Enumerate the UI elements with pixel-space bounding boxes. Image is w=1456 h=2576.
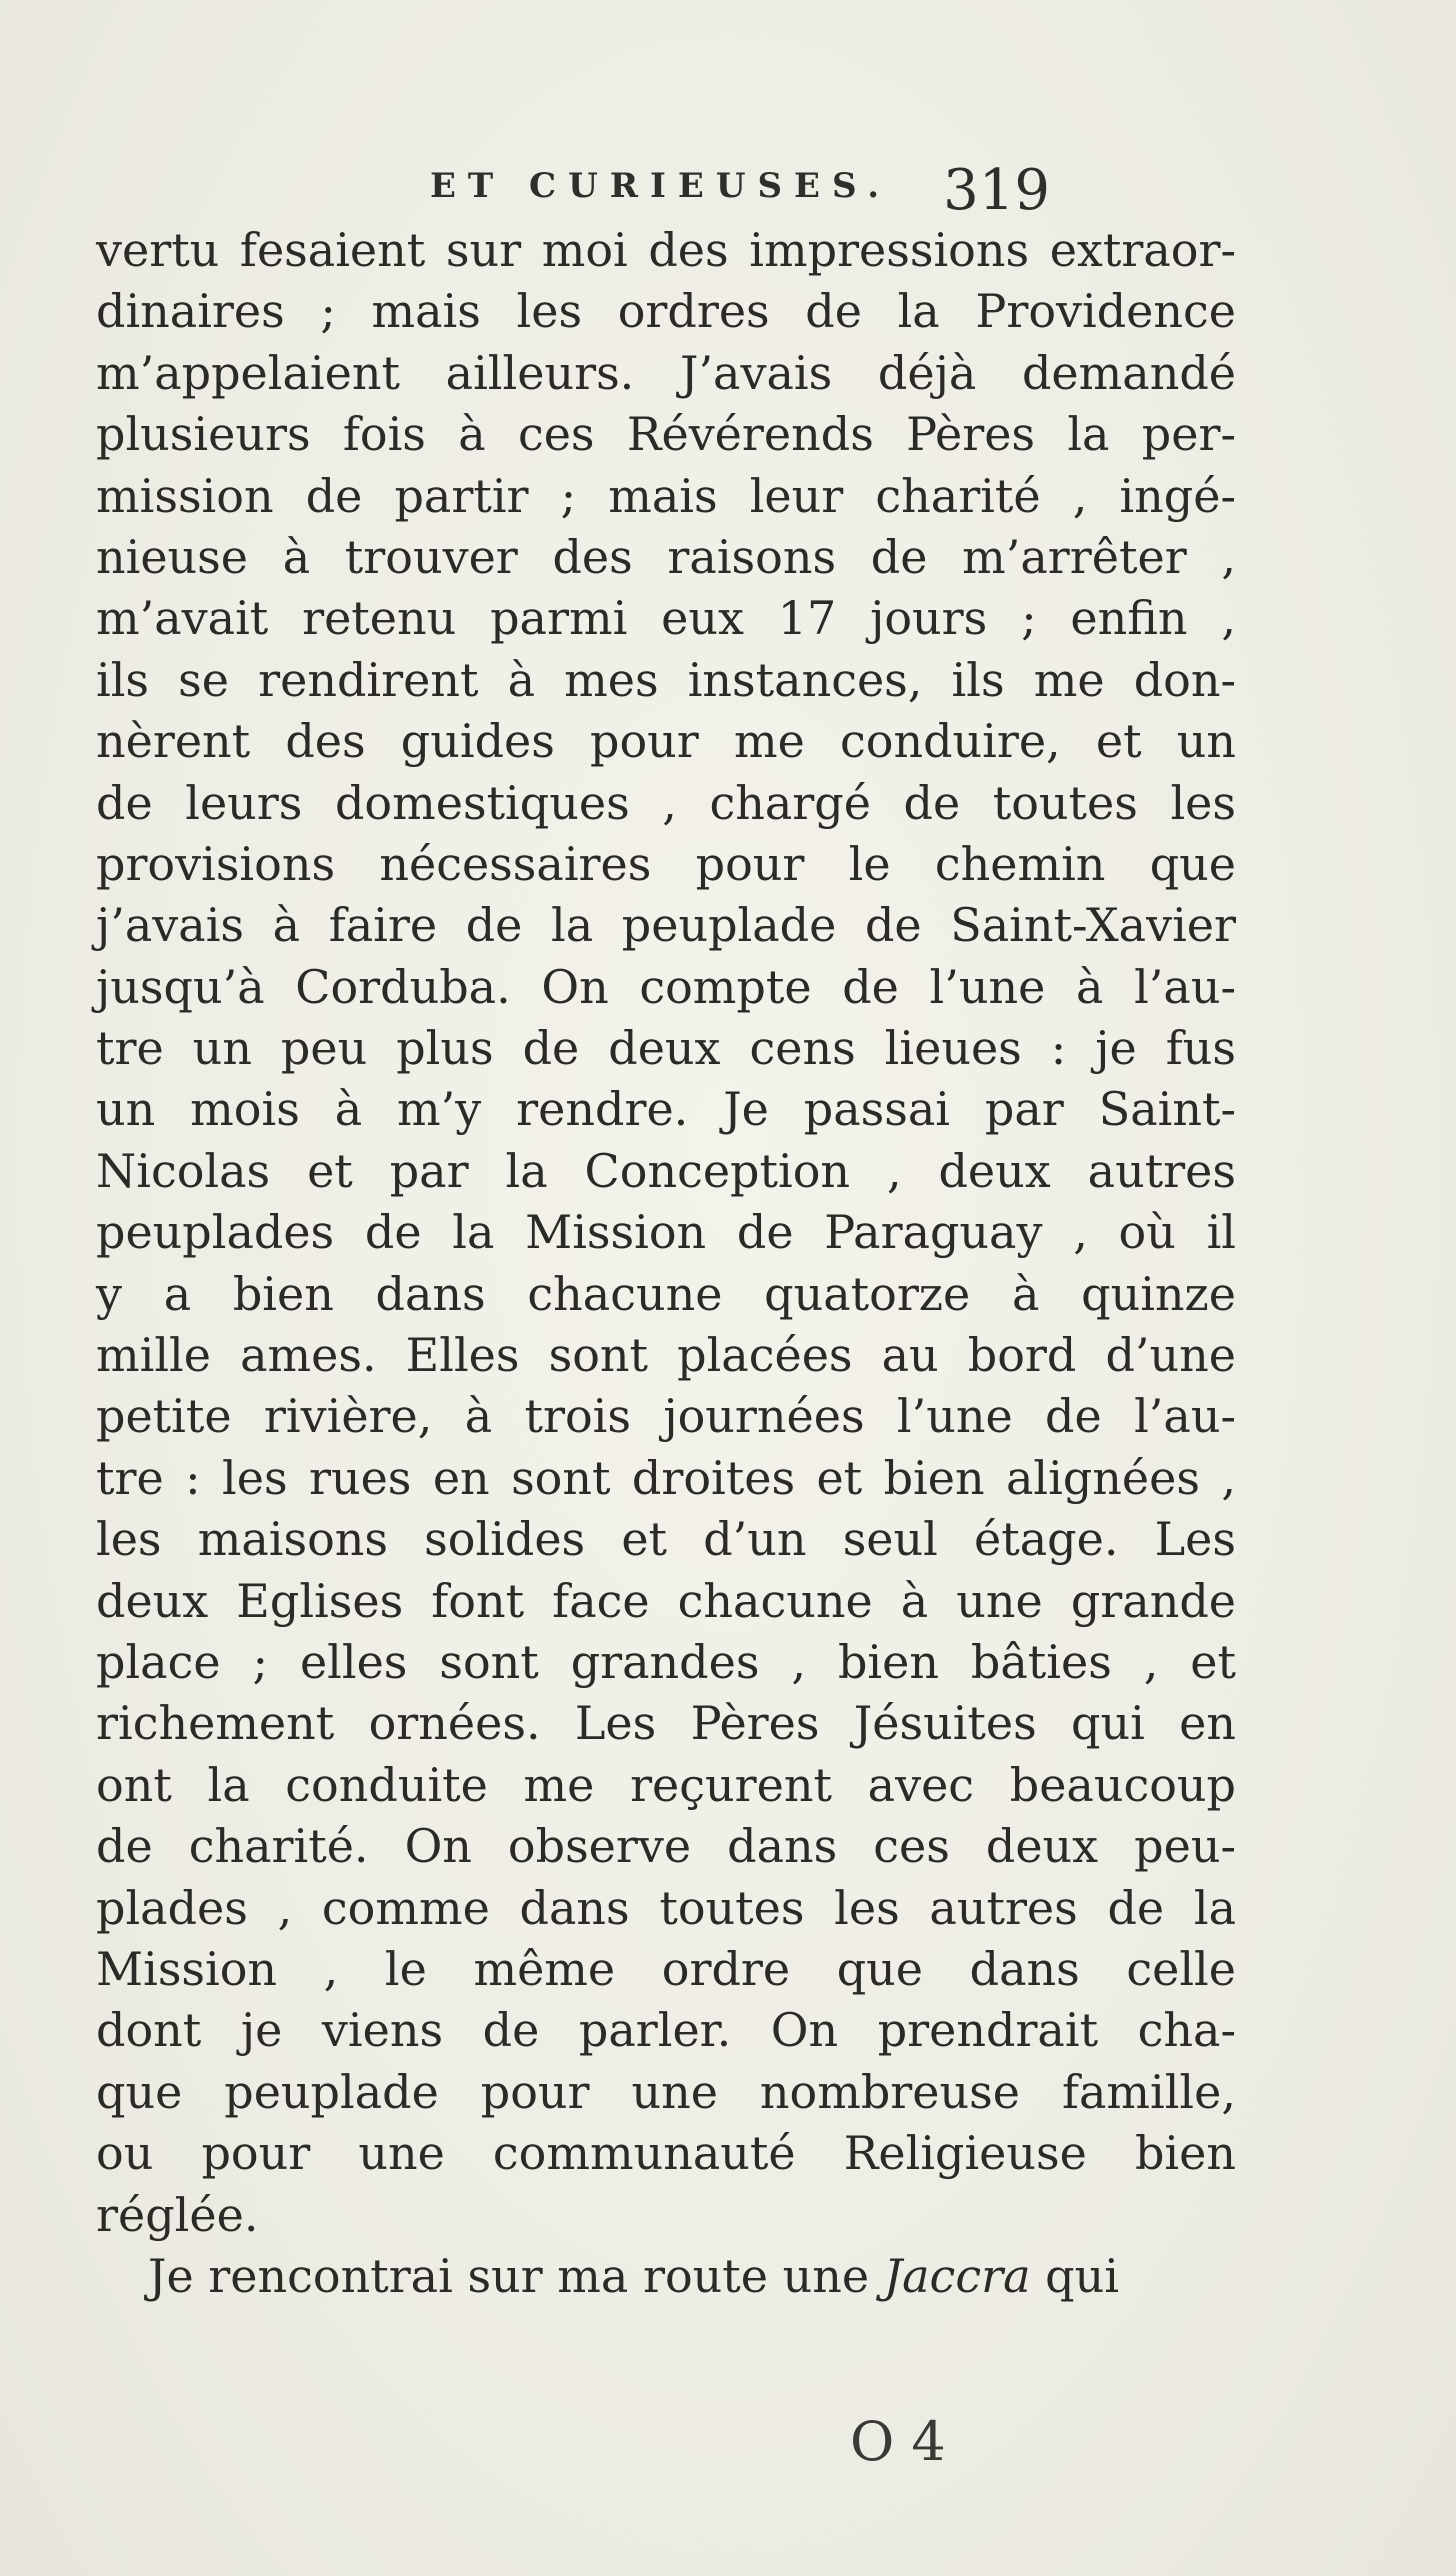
text-line: m’avait retenu parmi eux 17 jours ; enfin , xyxy=(96,591,1236,646)
text-line: que peuplade pour une nombreuse famille, xyxy=(96,2064,1236,2119)
page-number: 319 xyxy=(943,158,1050,223)
running-head xyxy=(430,158,1050,228)
line-text: qui xyxy=(1030,2248,1119,2303)
text-line: petite rivière, à trois journées l’une de l’au- xyxy=(96,1389,1236,1444)
text-line: mission de partir ; mais leur charité , ingé- xyxy=(96,468,1236,523)
text-line: tre un peu plus de deux cens lieues : je fus xyxy=(96,1021,1236,1076)
text-line: y a bien dans chacune quatorze à quinze xyxy=(96,1266,1236,1321)
new-paragraph-line xyxy=(96,2246,1236,2307)
text-line: plusieurs fois à ces Révérends Pères la per- xyxy=(96,407,1236,462)
text-line: dont je viens de parler. On prendrait cha- xyxy=(96,2003,1236,2058)
text-line: peuplades de la Mission de Paraguay , où il xyxy=(96,1205,1236,1260)
text-line: nieuse à trouver des raisons de m’arrêter , xyxy=(96,529,1236,584)
text-line: nèrent des guides pour me conduire, et un xyxy=(96,714,1236,769)
italic-word: Jaccra xyxy=(883,2248,1031,2303)
text-line: m’appelaient ailleurs. J’avais déjà demandé xyxy=(96,345,1236,400)
text-line: un mois à m’y rendre. Je passai par Saint- xyxy=(96,1082,1236,1137)
text-line: provisions nécessaires pour le chemin que xyxy=(96,836,1236,891)
text-line: les maisons solides et d’un seul étage. Les xyxy=(96,1512,1236,1567)
text-line: vertu fesaient sur moi des impressions extraor- xyxy=(96,223,1236,277)
text-line: plades , comme dans toutes les autres de la xyxy=(96,1880,1236,1935)
body-text xyxy=(96,220,1236,2307)
text-line: de leurs domestiques , chargé de toutes les xyxy=(96,775,1236,830)
text-line: Mission , le même ordre que dans celle xyxy=(96,1941,1236,1996)
text-line: tre : les rues en sont droites et bien alignées , xyxy=(96,1450,1236,1505)
text-line: de charité. On observe dans ces deux peu- xyxy=(96,1819,1236,1874)
signature-mark: O 4 xyxy=(850,2410,946,2473)
running-title: ET CURIEUSES. xyxy=(430,166,892,206)
text-line: place ; elles sont grandes , bien bâties , et xyxy=(96,1634,1236,1689)
text-line: ou pour une communauté Religieuse bien xyxy=(96,2126,1236,2181)
line-text: Je rencontrai sur ma route une xyxy=(148,2248,884,2303)
text-line: Nicolas et par la Conception , deux autres xyxy=(96,1143,1236,1198)
paragraph-end-line: réglée. xyxy=(96,2187,259,2242)
text-line: j’avais à faire de la peuplade de Saint-Xavier xyxy=(96,898,1236,953)
text-line: ils se rendirent à mes instances, ils me don- xyxy=(96,652,1236,707)
text-line: ont la conduite me reçurent avec beaucoup xyxy=(96,1757,1236,1812)
text-line: mille ames. Elles sont placées au bord d’une xyxy=(96,1328,1236,1383)
text-line: deux Eglises font face chacune à une grande xyxy=(96,1573,1236,1628)
text-line: jusqu’à Corduba. On compte de l’une à l’au- xyxy=(96,959,1236,1014)
text-line: richement ornées. Les Pères Jésuites qui en xyxy=(96,1696,1236,1751)
text-line: dinaires ; mais les ordres de la Providence xyxy=(96,284,1236,339)
